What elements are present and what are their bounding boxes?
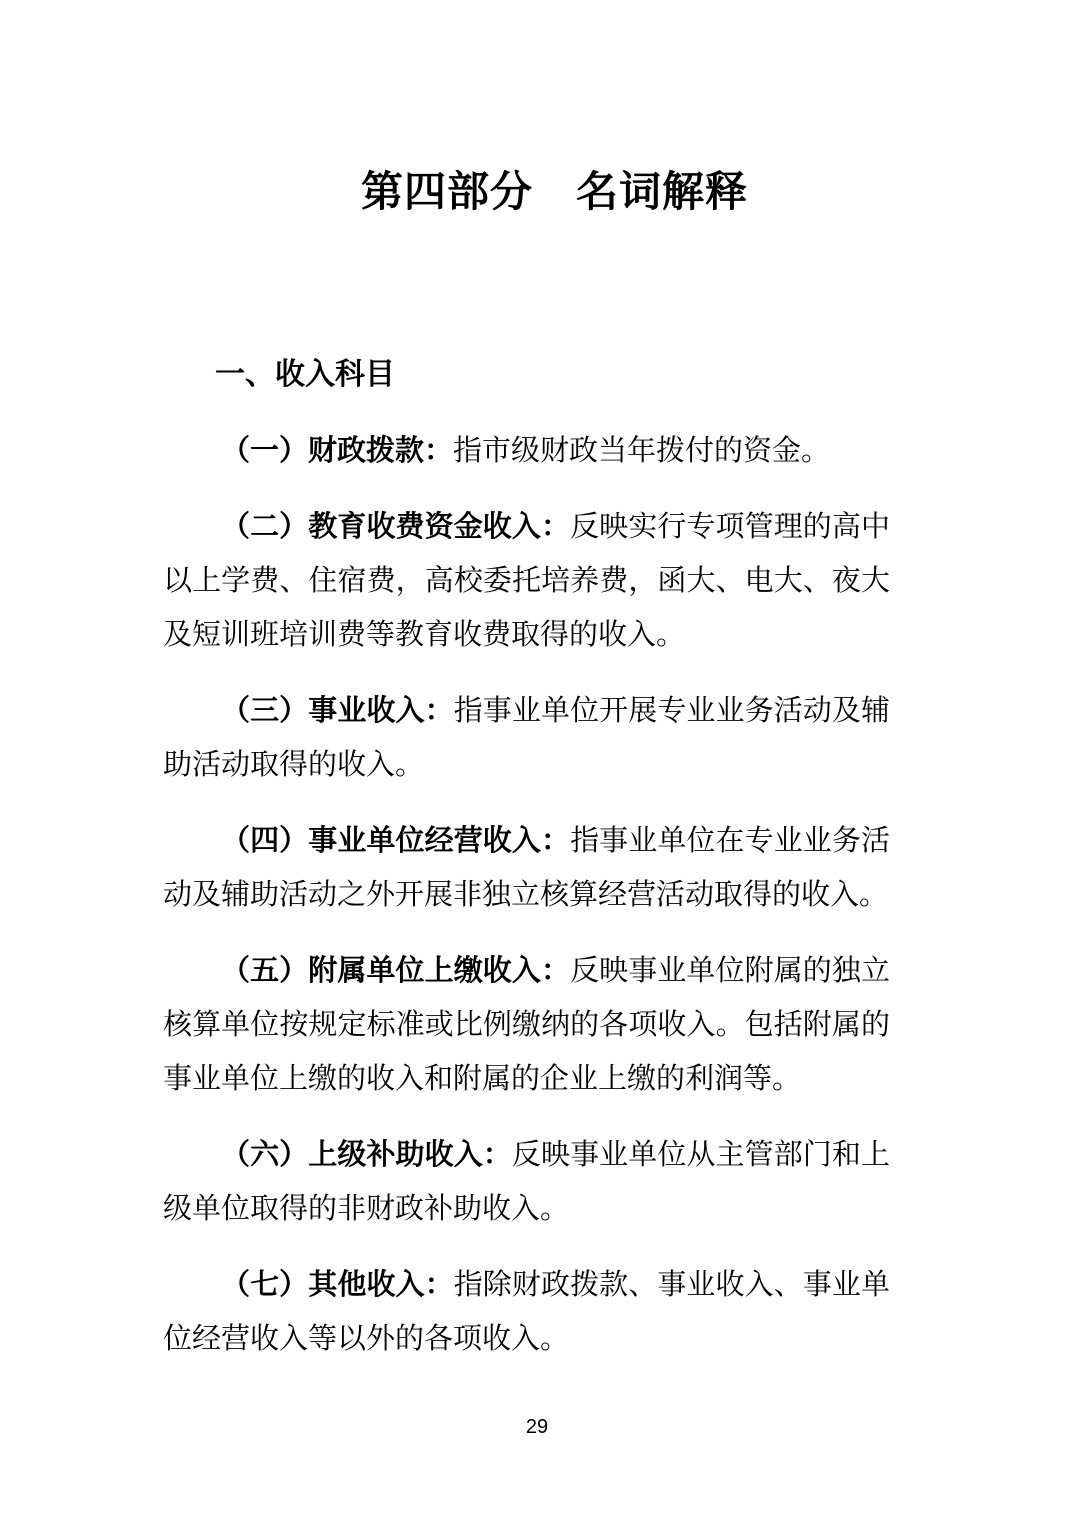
definition-paragraph [163, 1258, 890, 1366]
term-label: （七）其他收入： [221, 1269, 454, 1301]
definition-paragraph [163, 684, 890, 792]
term-label: （一）财政拨款： [221, 435, 454, 467]
term-definition: 指除财政拨款、事业收入、事业单位经营收入等以外的各项收入。 [163, 1269, 890, 1355]
term-label: （三）事业收入： [221, 695, 454, 727]
definition-paragraph [163, 424, 890, 478]
term-label: （四）事业单位经营收入： [221, 825, 571, 857]
term-definition: 反映实行专项管理的高中以上学费、住宿费，高校委托培养费，函大、电大、夜大及短训班培训费等教育收费取得的收入。 [163, 511, 890, 651]
definition-paragraph [163, 500, 890, 662]
term-definition: 反映事业单位附属的独立核算单位按规定标准或比例缴纳的各项收入。包括附属的事业单位上缴的收入和附属的企业上缴的利润等。 [163, 955, 890, 1095]
term-label: （二）教育收费资金收入： [221, 511, 571, 543]
page-number: 29 [525, 1416, 549, 1438]
definition-paragraph [163, 1128, 890, 1236]
term-definition: 指市级财政当年拨付的资金。 [453, 435, 831, 467]
definition-paragraph [163, 944, 890, 1106]
section-heading-income-items: 一、收入科目 [215, 358, 395, 391]
document-title: 第四部分 名词解释 [360, 170, 748, 216]
term-label: （六）上级补助收入： [221, 1139, 512, 1171]
definition-paragraph [163, 814, 890, 922]
document-content [163, 0, 890, 1366]
term-definition: 指事业单位开展专业业务活动及辅助活动取得的收入。 [163, 695, 890, 781]
term-definition: 反映事业单位从主管部门和上级单位取得的非财政补助收入。 [163, 1139, 890, 1225]
term-label: （五）附属单位上缴收入： [221, 955, 571, 987]
term-definition: 指事业单位在专业业务活动及辅助活动之外开展非独立核算经营活动取得的收入。 [163, 825, 890, 911]
